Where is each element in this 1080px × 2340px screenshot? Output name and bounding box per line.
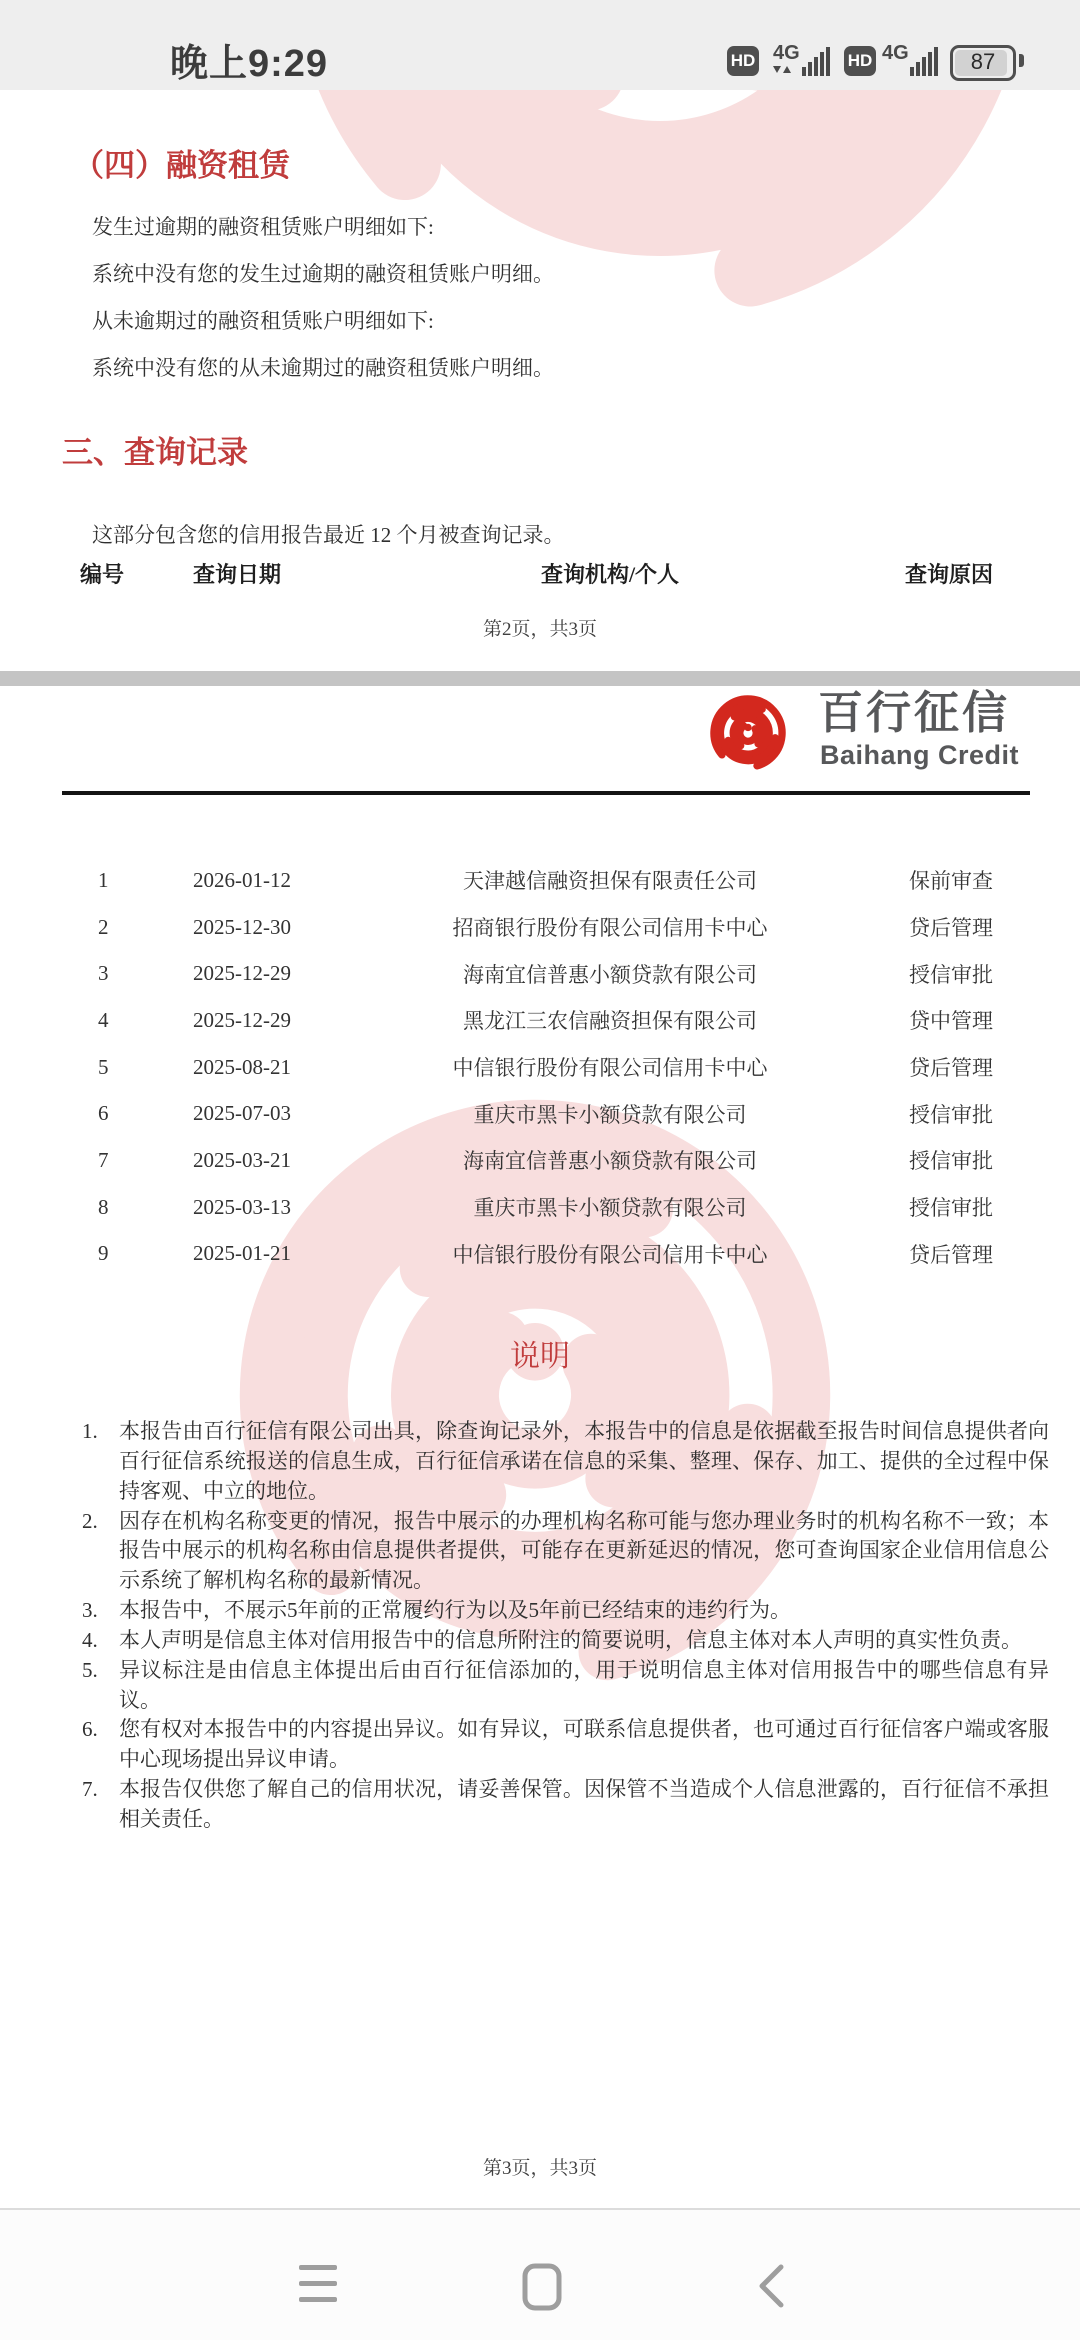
column-header-date: 查询日期 (193, 562, 282, 587)
query-record-row (0, 1231, 1080, 1278)
record-date: 2025-03-21 (193, 1147, 291, 1172)
record-no: 5 (98, 1054, 109, 1079)
page-number-footer: 第3页，共3页 (482, 2158, 597, 2179)
record-no: 8 (98, 1194, 109, 1219)
record-org: 重庆市黑卡小额贷款有限公司 (473, 1196, 747, 1221)
section-title-query-records: 三、查询记录 (62, 435, 248, 470)
note-number: 4. (82, 1627, 98, 1652)
volte-hd-icon-1: HD (727, 46, 759, 76)
query-table-header (0, 558, 1080, 589)
note-text: 本报告中，不展示5年前的正常履约行为以及5年前已经结束的违约行为。 (119, 1598, 791, 1623)
note-item (75, 1596, 1049, 1626)
record-no: 9 (98, 1241, 109, 1266)
note-item (75, 1626, 1049, 1656)
paragraph: 系统中没有您的从未逾期过的融资租赁账户明细。 (92, 356, 554, 380)
note-number: 7. (82, 1777, 98, 1802)
record-reason: 授信审批 (909, 1149, 993, 1174)
record-no: 4 (98, 1007, 109, 1032)
signal-bars-sim1 (802, 47, 830, 76)
notes-list (75, 1417, 1049, 1835)
note-text: 您有权对本报告中的内容提出异议。如有异议，可联系信息提供者，也可通过百行征信客户端或客服中心现场提出异议申请。 (119, 1717, 1049, 1772)
baihang-logo-en: Baihang Credit (820, 740, 1020, 770)
signal-bars-sim2 (910, 47, 938, 76)
paragraph: 发生过逾期的融资租赁账户明细如下: (92, 215, 434, 239)
note-text: 本报告由百行征信有限公司出具，除查询记录外，本报告中的信息是依据截至报告时间信息提供者向百行征信系统报送的信息生成，百行征信承诺在信息的采集、整理、保存、加工、提供的全过程中保持客观、中立的地位。 (119, 1419, 1049, 1503)
header-rule (62, 791, 1030, 795)
record-date: 2025-08-21 (193, 1054, 291, 1079)
note-text: 异议标注是由信息主体提出后由百行征信添加的，用于说明信息主体对信用报告中的哪些信息有异议。 (119, 1657, 1049, 1712)
note-item (75, 1775, 1049, 1835)
record-org: 海南宜信普惠小额贷款有限公司 (463, 962, 757, 987)
query-record-row (0, 1184, 1080, 1231)
record-date: 2025-07-03 (193, 1101, 291, 1126)
network-type-sim1: 4G (773, 42, 800, 64)
back-button[interactable] (756, 2264, 784, 2308)
query-record-row (0, 950, 1080, 997)
record-reason: 保前审查 (909, 869, 993, 894)
note-number: 3. (82, 1598, 98, 1623)
query-record-row (0, 1090, 1080, 1137)
query-record-row (0, 997, 1080, 1044)
battery-tip (1019, 54, 1024, 67)
note-text: 本人声明是信息主体对信用报告中的信息所附注的简要说明，信息主体对本人声明的真实性负责。 (119, 1627, 1022, 1652)
note-item (75, 1507, 1049, 1597)
column-header-no: 编号 (80, 562, 125, 587)
record-reason: 贷后管理 (909, 916, 993, 941)
column-header-reason: 查询原因 (904, 562, 993, 587)
data-activity-icon (773, 66, 791, 73)
record-date: 2025-12-29 (193, 1007, 291, 1032)
note-number: 2. (82, 1508, 98, 1533)
query-record-row (0, 1137, 1080, 1184)
record-no: 3 (98, 961, 109, 986)
record-reason: 授信审批 (909, 962, 993, 987)
page-number-footer: 第2页，共3页 (482, 619, 597, 640)
record-org: 中信银行股份有限公司信用卡中心 (452, 1056, 768, 1081)
record-org: 海南宜信普惠小额贷款有限公司 (463, 1149, 757, 1174)
record-date: 2025-12-29 (193, 961, 291, 986)
note-item (75, 1656, 1049, 1716)
record-reason: 授信审批 (909, 1102, 993, 1127)
record-no: 6 (98, 1101, 109, 1126)
record-date: 2025-01-21 (193, 1241, 291, 1266)
battery-percent: 87 (970, 49, 996, 74)
record-reason: 授信审批 (909, 1196, 993, 1221)
record-reason: 贷中管理 (909, 1009, 993, 1034)
paragraph: 从未逾期过的融资租赁账户明细如下: (92, 309, 434, 333)
note-item (75, 1417, 1049, 1507)
note-number: 1. (82, 1419, 98, 1443)
column-header-org: 查询机构/个人 (540, 562, 680, 587)
query-records-table (0, 857, 1080, 1277)
record-date: 2025-12-30 (193, 914, 291, 939)
notes-title: 说明 (510, 1340, 570, 1373)
home-button[interactable] (522, 2263, 562, 2311)
section-title-financing-lease: （四）融资租赁 (73, 148, 290, 183)
baihang-logo-zh: 百行征信 (818, 687, 1011, 738)
battery-icon (950, 45, 1016, 81)
clock: 晚上9:29 (170, 43, 329, 85)
report-page-3 (0, 686, 1080, 2208)
android-nav-bar (0, 2208, 1080, 2340)
record-reason: 贷后管理 (909, 1056, 993, 1081)
record-reason: 贷后管理 (909, 1242, 993, 1267)
note-item (75, 1715, 1049, 1775)
note-number: 6. (82, 1717, 98, 1742)
record-org: 天津越信融资担保有限责任公司 (463, 869, 757, 894)
record-org: 招商银行股份有限公司信用卡中心 (452, 916, 768, 941)
record-org: 中信银行股份有限公司信用卡中心 (452, 1242, 768, 1267)
volte-hd-icon-2: HD (844, 46, 876, 76)
record-date: 2025-03-13 (193, 1194, 291, 1219)
note-text: 因存在机构名称变更的情况，报告中展示的办理机构名称可能与您办理业务时的机构名称不一致；本报告中展示的机构名称由信息提供者提供，可能存在更新延迟的情况，您可查询国家企业信用信息公示系统了解机构名称的最新情况。 (119, 1508, 1049, 1593)
query-record-row (0, 1044, 1080, 1091)
status-bar (0, 0, 1080, 90)
record-no: 7 (98, 1147, 109, 1172)
baihang-logo-swirl-icon (702, 686, 794, 780)
report-page-2 (0, 90, 1080, 671)
note-number: 5. (82, 1657, 98, 1682)
record-org: 黑龙江三农信融资担保有限公司 (463, 1009, 757, 1034)
query-record-row (0, 904, 1080, 951)
page-break-divider (0, 671, 1080, 686)
record-date: 2026-01-12 (193, 867, 291, 892)
paragraph: 系统中没有您的发生过逾期的融资租赁账户明细。 (92, 262, 554, 286)
query-record-row (0, 857, 1080, 904)
menu-button[interactable] (299, 2265, 337, 2305)
record-org: 重庆市黑卡小额贷款有限公司 (473, 1102, 747, 1127)
query-records-intro: 这部分包含您的信用报告最近 12 个月被查询记录。 (92, 523, 565, 547)
note-text: 本报告仅供您了解自己的信用状况，请妥善保管。因保管不当造成个人信息泄露的，百行征信不承担相关责任。 (119, 1777, 1049, 1831)
watermark-swirl (210, 90, 1080, 400)
record-no: 1 (98, 867, 109, 892)
record-no: 2 (98, 914, 109, 939)
network-type-sim2: 4G (882, 42, 909, 64)
